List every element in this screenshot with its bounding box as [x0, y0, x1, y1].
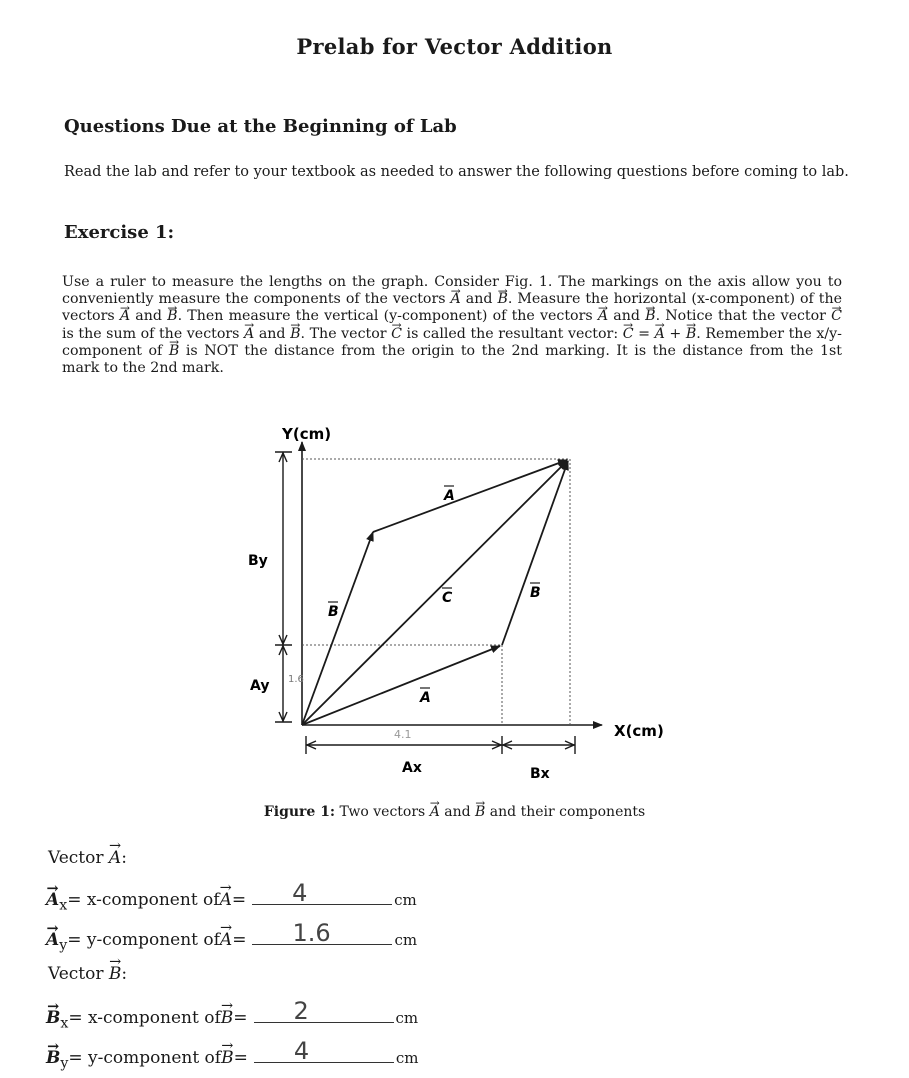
- text-run: :: [121, 964, 128, 984]
- intro-text: Read the lab and refer to your textbook as needed to answer the following questions before coming to lab.: [64, 164, 849, 180]
- ax-answer-row: [46, 879, 417, 914]
- vector-symbol: → B: [109, 964, 122, 984]
- ax-answer-field[interactable]: [252, 879, 392, 907]
- handwritten-ay-note: 1.6: [288, 674, 304, 685]
- text-run: and: [254, 325, 291, 342]
- label-ay: Ay: [250, 678, 270, 694]
- vector-b-heading: [48, 964, 127, 984]
- vector-symbol: → B: [167, 308, 177, 325]
- figure-caption: [0, 804, 909, 820]
- vector-symbol: → A: [244, 326, 254, 343]
- text-run: Vector: [48, 964, 109, 984]
- by-answer-row: [46, 1037, 419, 1072]
- label-arrows: [328, 486, 540, 688]
- label-a-top: A: [444, 488, 455, 504]
- vector-symbol: → B: [475, 804, 485, 820]
- x-axis-label: X(cm): [614, 722, 664, 740]
- vector-symbol: → B: [290, 326, 300, 343]
- text-run: is the sum of the vectors: [62, 325, 245, 342]
- text-run: . Measure the horizontal (x-component) of the vectors: [62, 291, 842, 325]
- ax-handwritten-value: 4: [292, 879, 308, 907]
- text-run: and: [130, 308, 168, 325]
- exercise-paragraph: [62, 274, 842, 377]
- text-run: = x-component of: [67, 890, 220, 910]
- text-run: Vector: [48, 848, 109, 868]
- vector-symbol: → B: [221, 1008, 234, 1028]
- text-run: is called the resultant vector:: [401, 325, 623, 342]
- text-run: =: [233, 1048, 248, 1068]
- vector-symbol: → A: [451, 291, 461, 308]
- page-title: Prelab for Vector Addition: [296, 34, 613, 59]
- section-heading: Questions Due at the Beginning of Lab: [64, 116, 457, 137]
- vector-a-bottom: [302, 646, 500, 725]
- vector-symbol: → A: [430, 804, 440, 820]
- text-run: =: [231, 890, 247, 910]
- bx-answer-field[interactable]: [254, 997, 394, 1025]
- text-run: = y-component of: [67, 930, 220, 950]
- label-ax: Ax: [402, 760, 422, 776]
- ay-answer-row: [46, 919, 418, 954]
- text-run: =: [232, 930, 247, 950]
- label-a-bottom: A: [420, 690, 431, 706]
- text-run: =: [233, 1008, 248, 1028]
- vector-symbol: → A: [655, 326, 665, 343]
- text-run: and their components: [485, 804, 646, 820]
- text-run: . Remember the x/y-component of: [62, 325, 842, 359]
- vector-b-left: [302, 532, 373, 725]
- text-run: =: [633, 325, 655, 342]
- unit-label: cm: [395, 1049, 419, 1067]
- by-handwritten-value: 4: [293, 1037, 310, 1065]
- text-run: and: [460, 291, 498, 308]
- vector-b-right: [502, 461, 568, 645]
- by-symbol: → $B_y$: [46, 1048, 68, 1071]
- ay-answer-field[interactable]: [252, 919, 392, 947]
- vector-symbol: → B: [221, 1048, 234, 1068]
- unit-label: cm: [394, 891, 417, 909]
- vector-a-top: [373, 460, 567, 532]
- text-run: . The vector: [300, 325, 392, 342]
- vector-a-heading: [48, 848, 127, 868]
- vector-symbol: → C: [391, 326, 402, 343]
- ax-symbol: → $A_x$: [46, 890, 67, 913]
- vector-symbol: → B: [497, 291, 507, 308]
- vector-c-resultant: [302, 461, 567, 725]
- vector-symbol: → C: [831, 308, 842, 325]
- text-run: = x-component of: [68, 1008, 221, 1028]
- ay-handwritten-value: 1.6: [292, 919, 331, 947]
- exercise-heading: Exercise 1:: [64, 222, 175, 243]
- handwritten-ax-note: 4.1: [394, 728, 412, 741]
- text-run: and: [608, 308, 646, 325]
- vector-symbol: → A: [220, 890, 232, 910]
- vector-symbol: → C: [623, 326, 634, 343]
- ay-symbol: → $A_y$: [46, 930, 67, 953]
- caption-label: Figure 1:: [263, 804, 336, 820]
- by-answer-field[interactable]: [254, 1037, 394, 1065]
- label-b-left: B: [328, 604, 339, 620]
- vector-symbol: → A: [120, 308, 130, 325]
- vector-symbol: → A: [220, 930, 232, 950]
- text-run: = y-component of: [68, 1048, 222, 1068]
- text-run: . Notice that the vector: [655, 308, 832, 325]
- text-run: :: [121, 848, 127, 868]
- label-b-right: B: [530, 585, 541, 601]
- horizontal-dimension: [306, 736, 575, 754]
- label-by: By: [248, 553, 268, 569]
- text-run: is NOT the distance from the origin to the 2nd marking. It is the distance from the 1st mark to the 2nd mark.: [62, 342, 843, 377]
- y-axis-label: Y(cm): [282, 425, 332, 443]
- bx-handwritten-value: 2: [293, 997, 309, 1025]
- text-run: +: [664, 325, 686, 342]
- vector-figure: [230, 420, 680, 800]
- text-run: Use a ruler to measure the lengths on the graph. Consider Fig. 1. The markings on the axis allow you to conveniently measure the components of the vectors: [62, 274, 842, 308]
- label-c: C: [442, 590, 453, 606]
- unit-label: cm: [394, 931, 418, 949]
- text-run: Two vectors: [335, 804, 430, 820]
- vector-symbol: → A: [598, 308, 608, 325]
- text-run: and: [439, 804, 476, 820]
- vector-symbol: → B: [645, 308, 655, 325]
- bx-answer-row: [46, 997, 419, 1032]
- vector-symbol: → B: [169, 343, 179, 360]
- unit-label: cm: [395, 1009, 419, 1027]
- text-run: . Then measure the vertical (y-component) of the vectors: [177, 308, 598, 325]
- vector-symbol: → A: [109, 848, 121, 868]
- vector-symbol: → B: [686, 326, 696, 343]
- bx-symbol: → $B_x$: [46, 1008, 68, 1031]
- label-bx: Bx: [530, 766, 550, 782]
